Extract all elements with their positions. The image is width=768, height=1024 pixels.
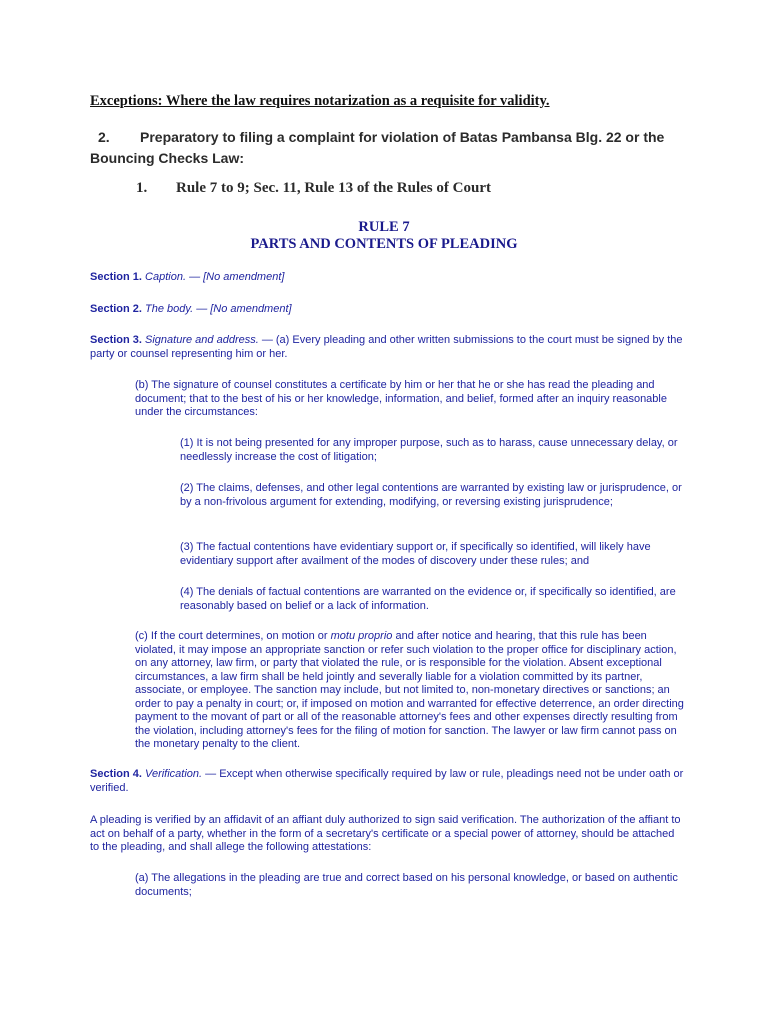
section-4-item-a: (a) The allegations in the pleading are true and correct based on his personal knowledge, or based on authentic documents; bbox=[135, 872, 678, 898]
section-2-body: — [No amendment] bbox=[193, 303, 292, 315]
list-item-2-number: 2. bbox=[98, 129, 110, 145]
section-4-paragraph-2: A pleading is verified by an affidavit of an affiant duly authorized to sign said verification. The authorization of the affiant to act on behalf of a party, whether in the form of a secretary's certificate or a special power of attorney, should be attached to the pleading, and shall allege the following attestations: bbox=[90, 814, 681, 853]
exceptions-heading: Exceptions: Where the law requires notarization as a requisite for validity. bbox=[90, 93, 550, 109]
section-4 bbox=[90, 768, 685, 795]
section-3-c-text-rest: and after notice and hearing, that this rule has been violated, it may impose an appropriate sanction or refer such violation to the proper office for disciplinary action, on any attorney, law firm, or party that violated the rule, or is responsible for the violation. Absent exceptional circumstances, a law firm shall be held jointly and severally liable for a violation committed by its partner, associate, or employee. The sanction may include, but not limited to, non-monetary directives or sanctions; an order to pay a penalty in court; or, if imposed on motion and warranted for effective deterrence, an order directing payment to the movant of part or all of the reasonable attorney's fees and other expenses directly resulting from the violation, including attorney's fees for the filing of motion for sanction. The lawyer or law firm cannot pass on the monetary penalty to the client. bbox=[135, 630, 684, 750]
section-1-title: Caption. bbox=[145, 271, 187, 283]
section-3-item-4: (4) The denials of factual contentions are warranted on the evidence or, if specifically so identified, are reasonably based on belief or a lack of information. bbox=[180, 586, 676, 612]
section-3-item-2: (2) The claims, defenses, and other legal contentions are warranted by existing law or jurisprudence, or by a non-frivolous argument for extending, modifying, or reversing existing jurisprudence; bbox=[180, 482, 682, 508]
section-3-paragraph-b: (b) The signature of counsel constitutes a certificate by him or her that he or she has read the pleading and document; that to the best of his or her knowledge, information, and belief, formed after an inquiry reasonable under the circumstances: bbox=[135, 379, 667, 418]
section-3-paragraph-c bbox=[135, 630, 685, 752]
section-2-label: Section 2. bbox=[90, 303, 142, 315]
section-1 bbox=[90, 271, 685, 285]
list-item-1-text: Rule 7 to 9; Sec. 11, Rule 13 of the Rules of Court bbox=[176, 180, 491, 196]
section-3-item-1: (1) It is not being presented for any improper purpose, such as to harass, cause unnecessary delay, or needlessly increase the cost of litigation; bbox=[180, 437, 678, 463]
section-1-label: Section 1. bbox=[90, 271, 142, 283]
section-4-label: Section 4. bbox=[90, 768, 142, 780]
section-3-body: — (a) Every pleading and other written submissions to the court must be signed by the party or counsel representing him or her. bbox=[90, 334, 683, 360]
list-item-2-text: Preparatory to filing a complaint for violation of Batas Pambansa Blg. 22 or the Bouncing Checks Law: bbox=[90, 129, 665, 166]
section-3-title: Signature and address. bbox=[145, 334, 259, 346]
section-3 bbox=[90, 334, 685, 361]
section-3-c-latin-term: motu proprio bbox=[330, 630, 393, 642]
section-3-item-3: (3) The factual contentions have evidentiary support or, if specifically so identified, will likely have evidentiary support after availment of the modes of discovery under these rules; and bbox=[180, 541, 651, 567]
list-item-1-number: 1. bbox=[136, 180, 148, 196]
section-1-body: — [No amendment] bbox=[186, 271, 285, 283]
rule-number: RULE 7 bbox=[358, 219, 410, 235]
section-4-title: Verification. bbox=[145, 768, 203, 780]
section-3-label: Section 3. bbox=[90, 334, 142, 346]
rule-title: PARTS AND CONTENTS OF PLEADING bbox=[250, 236, 518, 252]
section-2-title: The body. bbox=[145, 303, 194, 315]
list-item-1 bbox=[136, 180, 491, 197]
section-2 bbox=[90, 303, 685, 317]
section-4-body: — Except when otherwise specifically required by law or rule, pleadings need not be under oath or verified. bbox=[90, 768, 684, 794]
section-3-c-text-start: (c) If the court determines, on motion or bbox=[135, 630, 331, 642]
list-item-2 bbox=[90, 127, 690, 169]
